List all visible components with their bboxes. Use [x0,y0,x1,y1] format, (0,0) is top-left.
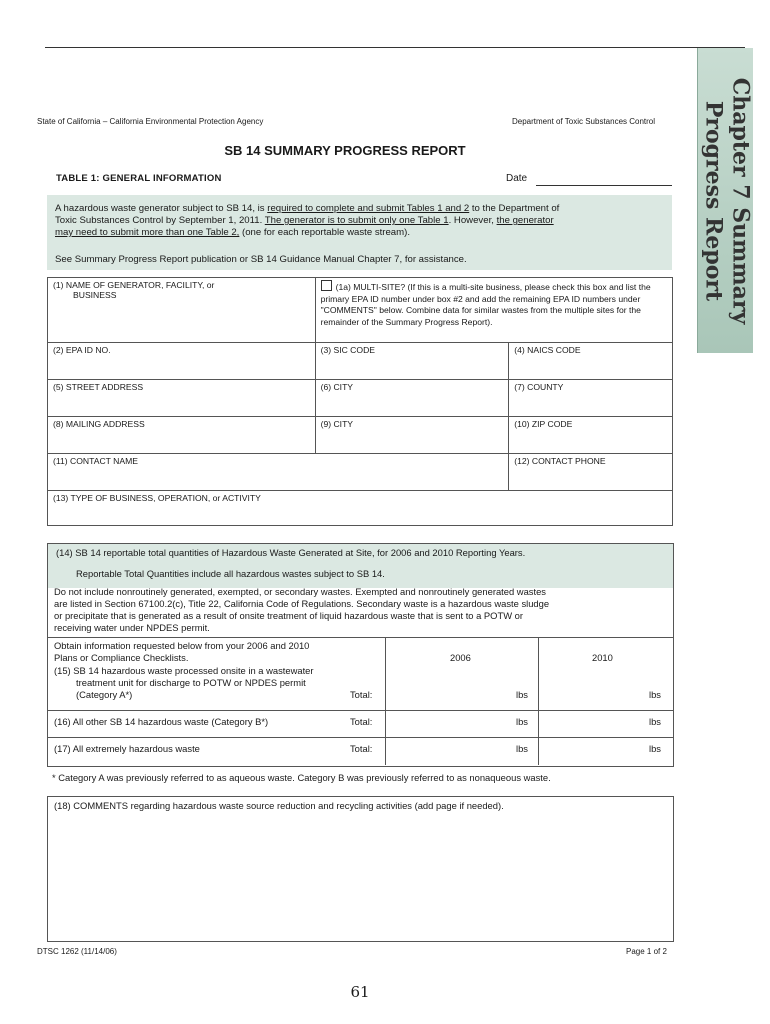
field-zip-code[interactable]: (10) ZIP CODE [509,417,673,454]
chapter-side-tab [697,48,753,353]
section14-para3: or precipitate that is generated as a result of onsite treatment of liquid hazardous waste that is sent to a POTW or [54,610,523,621]
page-number: 61 [350,983,370,1001]
intro-line1: A hazardous waste generator subject to SB 14, is required to complete and submit Tables 1 and 2 to the Department of [55,203,560,214]
field-multi-site: (1a) MULTI-SITE? (If this is a multi-site business, please check this box and list the primary EPA ID number under box #2 and add the remaining EPA ID numbers under "COMMENTS" below. Combine data for similar wastes from the multiple sites for the remainder of the Summary Progress Report). [315,278,672,343]
page-title: SB 14 SUMMARY PROGRESS REPORT [224,143,466,158]
field-business-type[interactable]: (13) TYPE OF BUSINESS, OPERATION, or ACTIVITY [48,491,673,526]
side-tab-line2: Progress Report [700,100,726,301]
section14-heading: (14) SB 14 reportable total quantities of Hazardous Waste Generated at Site, for 2006 and 2010 Reporting Years. [56,547,526,558]
obtain-line1: Obtain information requested below from your 2006 and 2010 [54,640,310,651]
row17-total-label: Total: [350,743,373,754]
section14-para2: are listed in Section 67100.2(c), Title 22, California Code of Regulations. Secondary waste is a hazardous waste sludge [54,598,550,609]
row16-total-label: Total: [350,716,373,727]
section14-para1: Do not include nonroutinely generated, exempted, or secondary wastes. Exempted and nonroutinely generated wastes [54,586,546,597]
row15-line3: (Category A*) [76,689,133,700]
field-naics-code[interactable]: (4) NAICS CODE [509,343,673,380]
table-label: TABLE 1: GENERAL INFORMATION [56,173,222,184]
field-generator-name[interactable]: (1) NAME OF GENERATOR, FACILITY, or BUSINESS [48,278,316,343]
row17-label: (17) All extremely hazardous waste [54,743,200,754]
field-contact-name[interactable]: (11) CONTACT NAME [48,454,509,491]
row15-line2: treatment unit for discharge to POTW or NPDES permit [76,677,306,688]
year-2006-header: 2006 [450,652,471,663]
category-footnote: * Category A was previously referred to as aqueous waste. Category B was previously referred to as nonaqueous waste. [52,772,551,783]
row16-label: (16) All other SB 14 hazardous waste (Category B*) [54,716,269,727]
intro-line2: Toxic Substances Control by September 1, 2011. The generator is to submit only one Table 1. However, the generator [55,215,554,226]
comments-field[interactable] [47,796,674,942]
general-info-table [47,277,673,526]
field-city[interactable]: (6) CITY [315,380,509,417]
waste-quantities-section [47,543,674,767]
multi-site-checkbox[interactable] [321,280,332,291]
row15-2010-field[interactable]: lbs [649,689,661,700]
field-mailing-address[interactable]: (8) MAILING ADDRESS [48,417,316,454]
section14-para4: receiving water under NPDES permit. [54,622,210,633]
date-label: Date [506,173,528,184]
year-2010-header: 2010 [592,652,613,663]
row15-total-label: Total: [350,689,373,700]
obtain-line2: Plans or Compliance Checklists. [54,652,189,663]
agency-name: State of California – California Environmental Protection Agency [37,117,264,126]
top-rule [45,47,745,48]
department-name: Department of Toxic Substances Control [512,117,656,126]
field-contact-phone[interactable]: (12) CONTACT PHONE [509,454,673,491]
field-epa-id[interactable]: (2) EPA ID NO. [48,343,316,380]
row16-2006-field[interactable]: lbs [516,716,528,727]
date-field[interactable] [536,185,672,186]
row15-line1: (15) SB 14 hazardous waste processed onsite in a wastewater [54,665,314,676]
field-sic-code[interactable]: (3) SIC CODE [315,343,509,380]
intro-line3: may need to submit more than one Table 2, (one for each reportable waste stream). [55,227,410,238]
intro-line4: See Summary Progress Report publication or SB 14 Guidance Manual Chapter 7, for assistance. [55,254,467,265]
page-of: Page 1 of 2 [626,947,667,956]
side-tab-line1: Chapter 7 Summary [727,77,753,324]
row17-2006-field[interactable]: lbs [516,743,528,754]
form-id: DTSC 1262 (11/14/06) [37,947,117,956]
instructions-box [47,195,672,270]
row16-2010-field[interactable]: lbs [649,716,661,727]
row17-2010-field[interactable]: lbs [649,743,661,754]
field-street-address[interactable]: (5) STREET ADDRESS [48,380,316,417]
field-county[interactable]: (7) COUNTY [509,380,673,417]
field-mailing-city[interactable]: (9) CITY [315,417,509,454]
section14-subheading: Reportable Total Quantities include all hazardous wastes subject to SB 14. [76,568,385,579]
row15-2006-field[interactable]: lbs [516,689,528,700]
comments-label: (18) COMMENTS regarding hazardous waste source reduction and recycling activities (add page if needed). [54,800,504,811]
